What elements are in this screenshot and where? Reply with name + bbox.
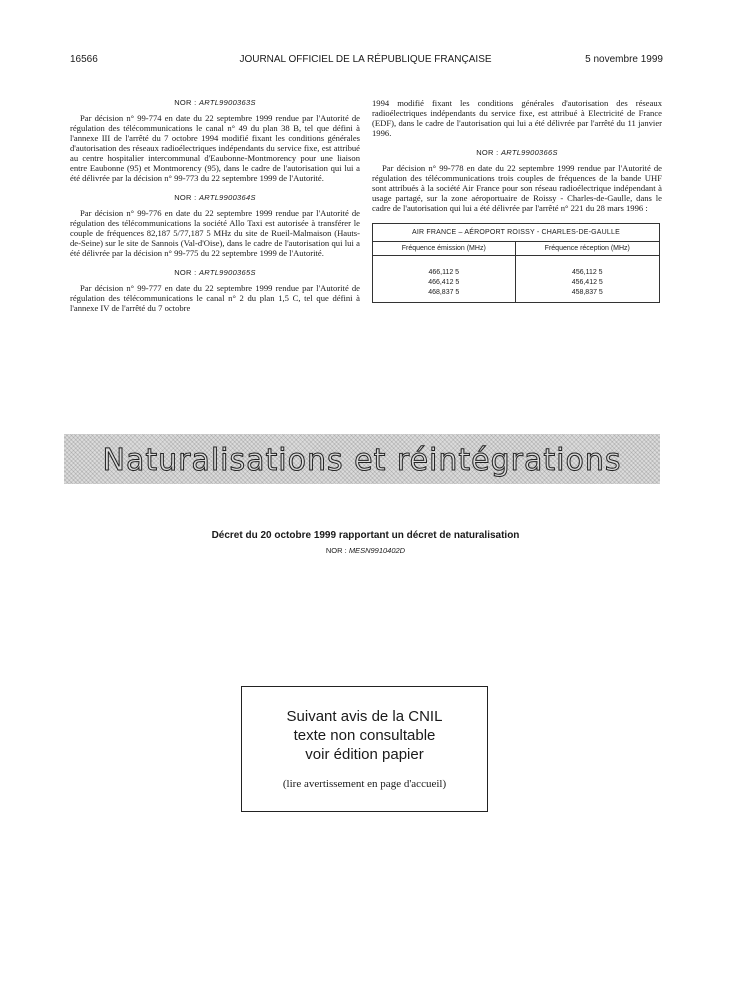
table-cell: 468,837 5 <box>428 289 460 296</box>
reception-values <box>515 256 659 303</box>
table-cell: 456,412 5 <box>571 279 603 286</box>
nor-code: ARTL9900365S <box>198 268 256 277</box>
cnil-notice-line: voir édition papier <box>305 746 424 763</box>
nor-reference <box>70 193 360 202</box>
decree-nor-reference <box>0 546 731 555</box>
table-cell: 466,112 5 <box>428 269 460 276</box>
decision-paragraph: Par décision n° 99-776 en date du 22 septembre 1999 rendue par l'Autorité de régulation des télécommunications la société Allo Taxi est autorisée à transférer le couple de fréquences 82,187 5/77,187 5 MHz du site de Rueil-Malmaison (Hauts-de-Seine) sur le site de Sannois (Val-d'Oise), dans le cadre de l'autorisation qui lui a été délivrée par la décision n° 99-775 du 22 septembre 1999 de l'Autorité. <box>70 208 360 258</box>
decision-paragraph: Par décision n° 99-778 en date du 22 septembre 1999 rendue par l'Autorité de régulation des télécommunications trois couples de fréquences de la bande UHF sont attribués à la société Air France pour son réseau radioélectrique indépendant à usage partagé, sur la zone aéroportuaire de Roissy - Charles-de-Gaulle, dans le cadre de l'autorisation qui lui a été délivrée par l'arrêté n° 221 du 28 mars 1996 : <box>372 163 662 213</box>
section-banner <box>64 434 660 484</box>
left-column <box>70 98 360 323</box>
column-header-reception: Fréquence réception (MHz) <box>515 242 659 256</box>
nor-prefix: NOR : <box>325 546 347 555</box>
issue-date: 5 novembre 1999 <box>585 54 663 65</box>
nor-prefix: NOR : <box>476 148 499 157</box>
table-caption: AIR FRANCE – AÉROPORT ROISSY - CHARLES-DE-GAULLE <box>373 224 660 242</box>
nor-prefix: NOR : <box>174 268 197 277</box>
column-header-emission: Fréquence émission (MHz) <box>373 242 516 256</box>
decision-paragraph: Par décision n° 99-774 en date du 22 septembre 1999 rendue par l'Autorité de régulation des télécommunications le canal n° 49 du plan 38 B, tel que défini à l'annexe III de l'arrêté du 7 octobre 1994 modifié fixant les conditions générales d'autorisation des réseaux radioélectriques indépendants du service fixe, est attribué au centre hospitalier intercommunal d'Eaubonne-Montmorency pour une liaison entre Eaubonne (95) et Montmorency (95), dans le cadre de l'autorisation qui lui a été délivrée par la décision n° 99-773 du 22 septembre 1999 de l'Autorité. <box>70 113 360 183</box>
cnil-notice-box <box>241 686 488 812</box>
page-number: 16566 <box>70 54 98 65</box>
nor-code: ARTL9900366S <box>500 148 558 157</box>
decree-title: Décret du 20 octobre 1999 rapportant un décret de naturalisation <box>211 530 520 541</box>
journal-title: JOURNAL OFFICIEL DE LA RÉPUBLIQUE FRANÇAISE <box>239 54 492 65</box>
cnil-notice-line: Suivant avis de la CNIL <box>286 708 443 725</box>
nor-prefix: NOR : <box>174 193 197 202</box>
nor-reference <box>372 148 662 157</box>
emission-values <box>373 256 516 303</box>
nor-reference <box>70 268 360 277</box>
frequency-table <box>372 223 660 303</box>
nor-reference <box>70 98 360 107</box>
cnil-notice-note: (lire avertissement en page d'accueil) <box>282 778 447 790</box>
continuation-paragraph: 1994 modifié fixant les conditions générales d'autorisation des réseaux radioélectriques indépendants du service fixe, est attribué à Electricité de France (EDF), dans le cadre de l'autorisation qui lui a été délivrée par l'arrêté du 11 janvier 1996. <box>372 98 662 138</box>
decision-paragraph: Par décision n° 99-777 en date du 22 septembre 1999 rendue par l'Autorité de régulation des télécommunications le canal n° 2 du plan 1,5 C, tel que défini à l'annexe IV de l'arrêté du 7 octobre <box>70 283 360 313</box>
right-column <box>372 98 662 303</box>
section-banner-title: Naturalisations et réintégrations <box>102 443 622 478</box>
nor-code: MESN9910402D <box>348 546 406 555</box>
table-cell: 458,837 5 <box>571 289 603 296</box>
nor-prefix: NOR : <box>174 98 197 107</box>
table-cell: 456,112 5 <box>571 269 603 276</box>
cnil-notice-line: texte non consultable <box>293 727 436 744</box>
table-cell: 466,412 5 <box>428 279 460 286</box>
nor-code: ARTL9900364S <box>198 193 256 202</box>
nor-code: ARTL9900363S <box>198 98 256 107</box>
